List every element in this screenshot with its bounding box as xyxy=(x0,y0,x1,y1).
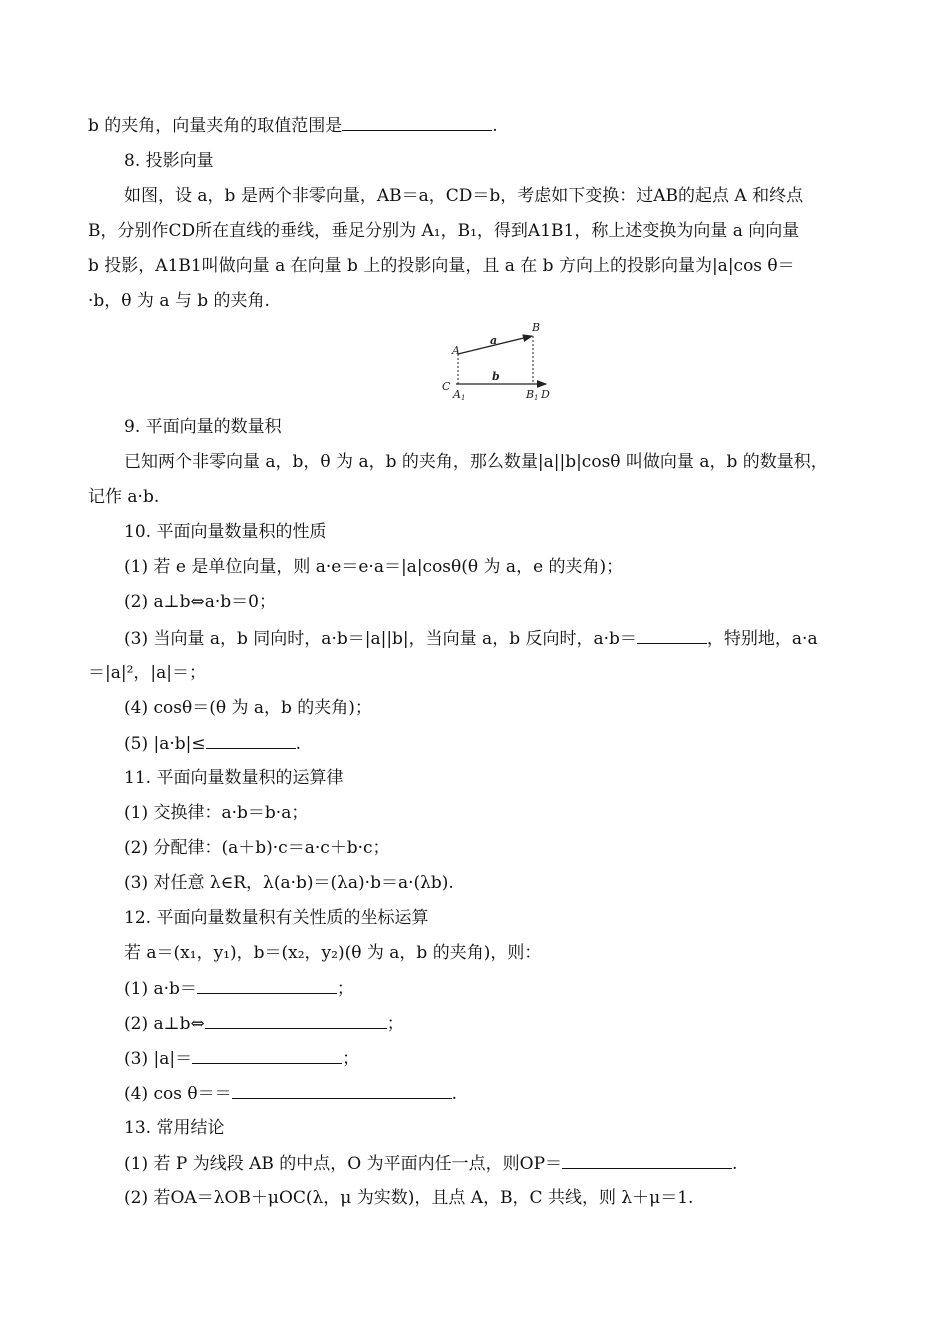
label-D: D xyxy=(541,388,550,401)
text-line: (1) 若 P 为线段 AB 的中点，O 为平面内任一点，则OP＝ . xyxy=(124,1154,738,1174)
text-line: (3) 对任意 λ∈R，λ(a·b)＝(λa)·b＝a·(λb). xyxy=(124,873,454,893)
text-line: 如图，设 a，b 是两个非零向量，AB＝a，CD＝b，考虑如下变换：过AB的起点 A 和终点 xyxy=(124,186,804,206)
label-vec-a: a xyxy=(490,334,498,347)
text-line: (1) a·b＝ ； xyxy=(124,979,354,999)
text-line: b 投影，A1B1叫做向量 a 在向量 b 上的投影向量，且 a 在 b 方向上的投影向量为|a|cos θ＝ xyxy=(88,256,795,276)
text-line: ＝|a|²，|a|＝； xyxy=(88,663,206,683)
section-heading: 8. 投影向量 xyxy=(124,151,214,171)
text-line: (5) |a·b|≤ . xyxy=(124,734,302,754)
answer-blank xyxy=(637,627,707,644)
answer-blank xyxy=(342,114,492,131)
text-line: (2) a⊥b⇔ ； xyxy=(124,1014,404,1034)
text-line: b 的夹角，向量夹角的取值范围是 . xyxy=(88,116,498,136)
label-B: B xyxy=(532,321,541,334)
text-line: (2) a⊥b⇔a·b＝0； xyxy=(124,592,276,612)
text-line: (2) 若OA＝λOB＋μOC(λ，μ 为实数)，且点 A，B，C 共线，则 λ＋μ＝1. xyxy=(124,1188,694,1208)
answer-blank xyxy=(562,1152,732,1169)
text-line: 若 a＝(x₁，y₁)，b＝(x₂，y₂)(θ 为 a，b 的夹角)，则： xyxy=(124,943,542,963)
text-line: ·b，θ 为 a 与 b 的夹角. xyxy=(88,291,270,311)
answer-blank xyxy=(192,1047,342,1064)
projection-figure xyxy=(438,318,558,404)
label-A1-sub: 1 xyxy=(461,394,466,402)
label-B1: B xyxy=(526,388,535,401)
section-heading: 9. 平面向量的数量积 xyxy=(124,417,282,437)
section-heading: 13. 常用结论 xyxy=(124,1118,225,1138)
section-heading: 10. 平面向量数量积的性质 xyxy=(124,522,327,542)
answer-blank xyxy=(205,1012,387,1029)
text-line: 记作 a·b. xyxy=(88,487,160,507)
label-C: C xyxy=(442,380,451,393)
label-B1-sub: 1 xyxy=(534,394,539,402)
text-line: (4) cos θ＝＝ . xyxy=(124,1084,458,1104)
text-line: (1) 若 e 是单位向量，则 a·e＝e·a＝|a|cosθ(θ 为 a，e 的夹角)； xyxy=(124,557,624,577)
text-line: (4) cosθ＝(θ 为 a，b 的夹角)； xyxy=(124,698,372,718)
text-line: B，分别作CD所在直线的垂线，垂足分别为 A₁，B₁，得到A1B1，称上述变换为向量 a 向向量 xyxy=(88,221,800,241)
label-A: A xyxy=(452,344,460,357)
section-heading: 11. 平面向量数量积的运算律 xyxy=(124,768,344,788)
text-line: (1) 交换律：a·b＝b·a； xyxy=(124,803,309,823)
answer-blank xyxy=(232,1082,452,1099)
text-line: 已知两个非零向量 a，b，θ 为 a，b 的夹角，那么数量|a||b|cosθ 叫做向量 a，b 的数量积， xyxy=(124,452,828,472)
label-A1: A xyxy=(453,388,461,401)
label-vec-b: b xyxy=(492,370,500,383)
answer-blank xyxy=(197,977,337,994)
text-line: (2) 分配律：(a＋b)·c＝a·c＋b·c； xyxy=(124,838,390,858)
answer-blank xyxy=(206,732,296,749)
text-line: (3) |a|＝ ； xyxy=(124,1049,360,1069)
section-heading: 12. 平面向量数量积有关性质的坐标运算 xyxy=(124,908,429,928)
text-line: (3) 当向量 a，b 同向时，a·b＝|a||b|，当向量 a，b 反向时，a·b＝ ，特别地，a·a xyxy=(124,629,818,649)
